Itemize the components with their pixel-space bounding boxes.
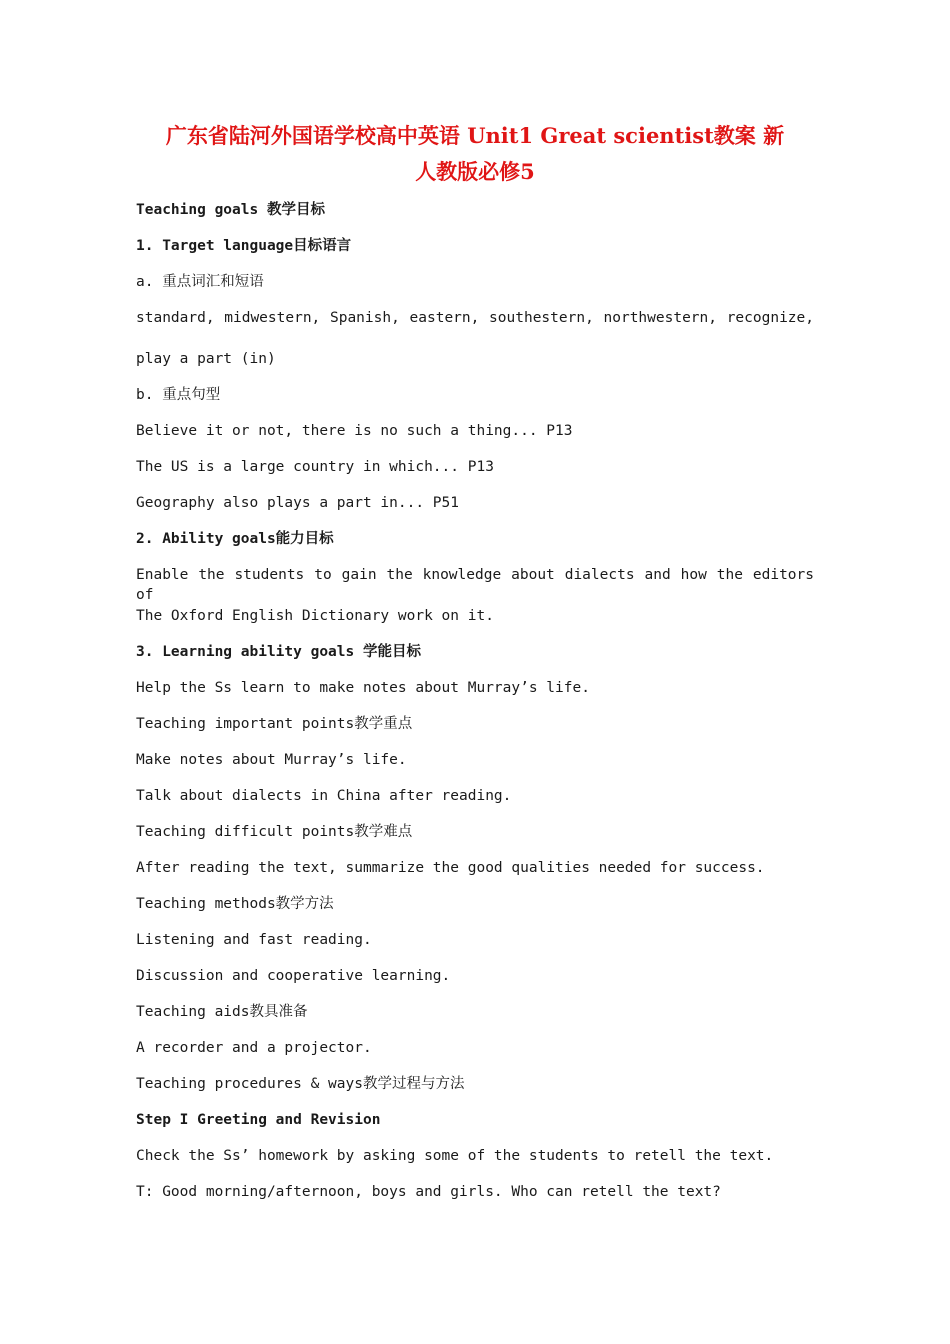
learning-ability-goals-text: Help the Ss learn to make notes about Murray’s life.	[136, 680, 590, 696]
subheading-sentence-patterns: b. 重点句型	[136, 387, 221, 403]
document-title	[120, 118, 830, 190]
sentence-pattern-2: The US is a large country in which... P13	[136, 459, 494, 475]
teaching-aids-text: A recorder and a projector.	[136, 1040, 372, 1056]
step-1-dialogue: T: Good morning/afternoon, boys and girls. Who can retell the text?	[136, 1184, 721, 1200]
heading-step-1: Step I Greeting and Revision	[136, 1112, 381, 1128]
teaching-method-2: Discussion and cooperative learning.	[136, 968, 451, 984]
vocabulary-list-continued: play a part (in)	[136, 351, 276, 367]
ability-goals-text: Enable the students to gain the knowledge about dialects and how the editors of	[136, 567, 814, 603]
teaching-method-1: Listening and fast reading.	[136, 932, 372, 948]
important-point-1: Make notes about Murray’s life.	[136, 752, 407, 768]
heading-difficult-points: Teaching difficult points教学难点	[136, 824, 413, 840]
heading-teaching-goals: Teaching goals 教学目标	[136, 202, 325, 218]
sentence-pattern-1: Believe it or not, there is no such a thing... P13	[136, 423, 573, 439]
subheading-vocabulary: a. 重点词汇和短语	[136, 274, 264, 290]
difficult-point-1: After reading the text, summarize the good qualities needed for success.	[136, 860, 765, 876]
title-line-1: 广东省陆河外国语学校高中英语 Unit1 Great scientist教案 新	[165, 123, 785, 148]
heading-teaching-methods: Teaching methods教学方法	[136, 896, 334, 912]
heading-teaching-procedures: Teaching procedures & ways教学过程与方法	[136, 1076, 465, 1092]
important-point-2: Talk about dialects in China after reading.	[136, 788, 512, 804]
heading-target-language: 1. Target language目标语言	[136, 238, 352, 254]
sentence-pattern-3: Geography also plays a part in... P51	[136, 495, 460, 511]
vocabulary-list: standard, midwestern, Spanish, eastern, southestern, northwestern, recognize,	[136, 310, 814, 326]
heading-teaching-aids: Teaching aids教具准备	[136, 1004, 308, 1020]
heading-important-points: Teaching important points教学重点	[136, 716, 413, 732]
ability-goals-text-continued: The Oxford English Dictionary work on it.	[136, 608, 494, 624]
step-1-text: Check the Ss’ homework by asking some of the students to retell the text.	[136, 1148, 774, 1164]
heading-learning-ability-goals: 3. Learning ability goals 学能目标	[136, 644, 421, 660]
title-line-2: 人教版必修5	[415, 159, 535, 184]
heading-ability-goals: 2. Ability goals能力目标	[136, 531, 334, 547]
